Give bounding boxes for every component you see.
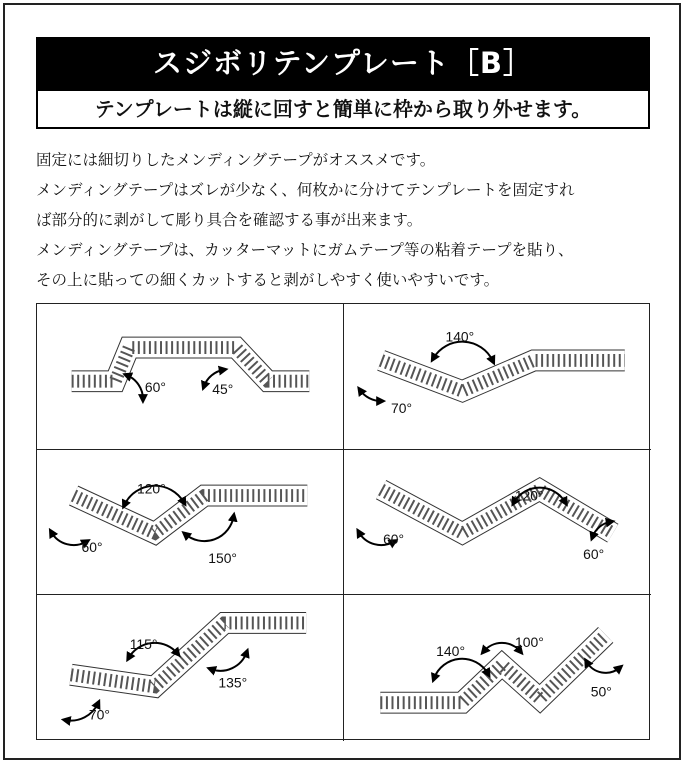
template-cell-3 xyxy=(37,450,344,596)
angle-label: 115° xyxy=(129,636,158,653)
description-line: 固定には細切りしたメンディングテープがオススメです。 xyxy=(36,151,436,169)
angle-label: 60° xyxy=(144,379,166,396)
description-text xyxy=(36,145,661,295)
page-title: スジボリテンプレート［B］ xyxy=(36,37,650,89)
template-cell-6 xyxy=(344,595,651,741)
angle-arc-arrow xyxy=(185,516,233,541)
angle-label: 45° xyxy=(212,381,234,398)
template-cell-5 xyxy=(37,595,344,741)
template-cell-1 xyxy=(37,304,344,450)
angle-arc-arrow xyxy=(360,390,381,401)
angle-label: 60° xyxy=(383,530,405,547)
angle-arc-arrow xyxy=(127,375,143,399)
angle-label: 120° xyxy=(514,487,544,504)
angle-label: 70° xyxy=(391,399,413,416)
angle-label: 140° xyxy=(436,643,466,660)
angle-label: 135° xyxy=(218,674,248,691)
template-grid xyxy=(36,303,650,740)
angle-label: 60° xyxy=(583,545,605,562)
description-line: その上に貼っての細くカットすると剥がしやすく使いやすいです。 xyxy=(36,271,500,289)
template-cell-2 xyxy=(344,304,651,450)
angle-label: 120° xyxy=(137,480,166,497)
angle-label: 70° xyxy=(88,706,110,723)
angle-label: 140° xyxy=(445,328,475,345)
angle-label: 150° xyxy=(208,549,237,566)
description-line: メンディングテープは、カッターマットにガムテープ等の粘着テープを貼り、 xyxy=(36,241,574,259)
angle-label: 100° xyxy=(514,634,544,651)
page-subtitle: テンプレートは縦に回すと簡単に枠から取り外せます。 xyxy=(36,89,650,129)
template-cell-4 xyxy=(344,450,651,596)
angle-arc-arrow xyxy=(211,653,247,671)
description-line: ば部分的に剥がして彫り具合を確認する事が出来ます。 xyxy=(36,211,423,229)
angle-label: 60° xyxy=(81,538,103,555)
angle-label: 50° xyxy=(590,683,612,700)
description-line: メンディングテープはズレが少なく、何枚かに分けてテンプレートを固定すれ xyxy=(36,181,575,199)
